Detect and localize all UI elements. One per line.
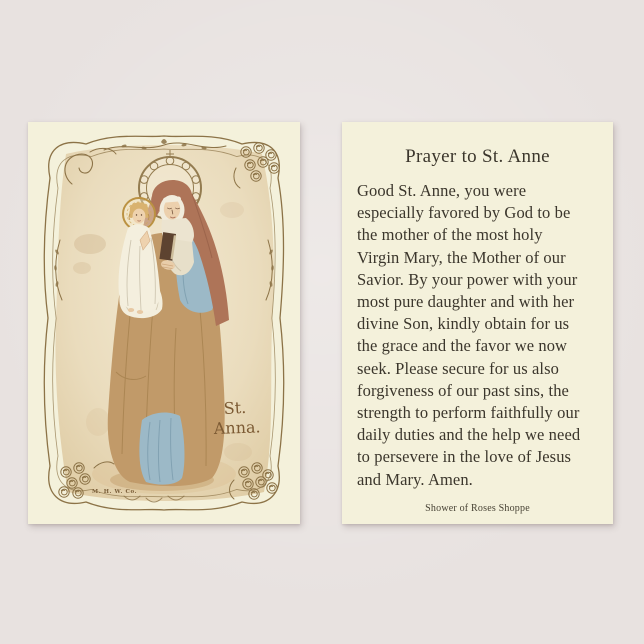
prayer-line: the mother of the most holy [357, 225, 543, 245]
prayer-line: and Mary. Amen. [357, 469, 473, 489]
prayer-line: Good St. Anne, you were [357, 181, 527, 200]
prayer-line: forgiveness of our past sins, the [357, 380, 569, 400]
prayer-line: most pure daughter and with her [357, 292, 575, 312]
prayer-line: Savior. By your power with your [357, 269, 578, 289]
prayer-line: daily duties and the help we need [357, 425, 581, 445]
prayer-text [357, 180, 607, 491]
shop-credit: Shower of Roses Shoppe [425, 503, 530, 514]
prayer-title: Prayer to St. Anne [405, 146, 550, 167]
card-caption-line1: St. [223, 397, 247, 418]
prayer-line: especially favored by God to be [357, 203, 571, 223]
card-caption-line2: Anna. [213, 417, 261, 438]
prayer-line: to persevere in the love of Jesus [357, 447, 572, 467]
holy-card-front [28, 122, 300, 524]
prayer-line: strength to perform faithfully our [357, 403, 580, 423]
publisher-mark: M. H. W. Co. [92, 489, 138, 495]
prayer-line: divine Son, kindly obtain for us [357, 314, 570, 334]
prayer-line: the grace and the favor we now [357, 336, 568, 356]
prayer-line: Virgin Mary, the Mother of our [357, 247, 566, 267]
st-anne-illustration [28, 122, 300, 524]
prayer-line: seek. Please secure for us also [357, 358, 559, 378]
prayer-card-back [342, 122, 613, 524]
